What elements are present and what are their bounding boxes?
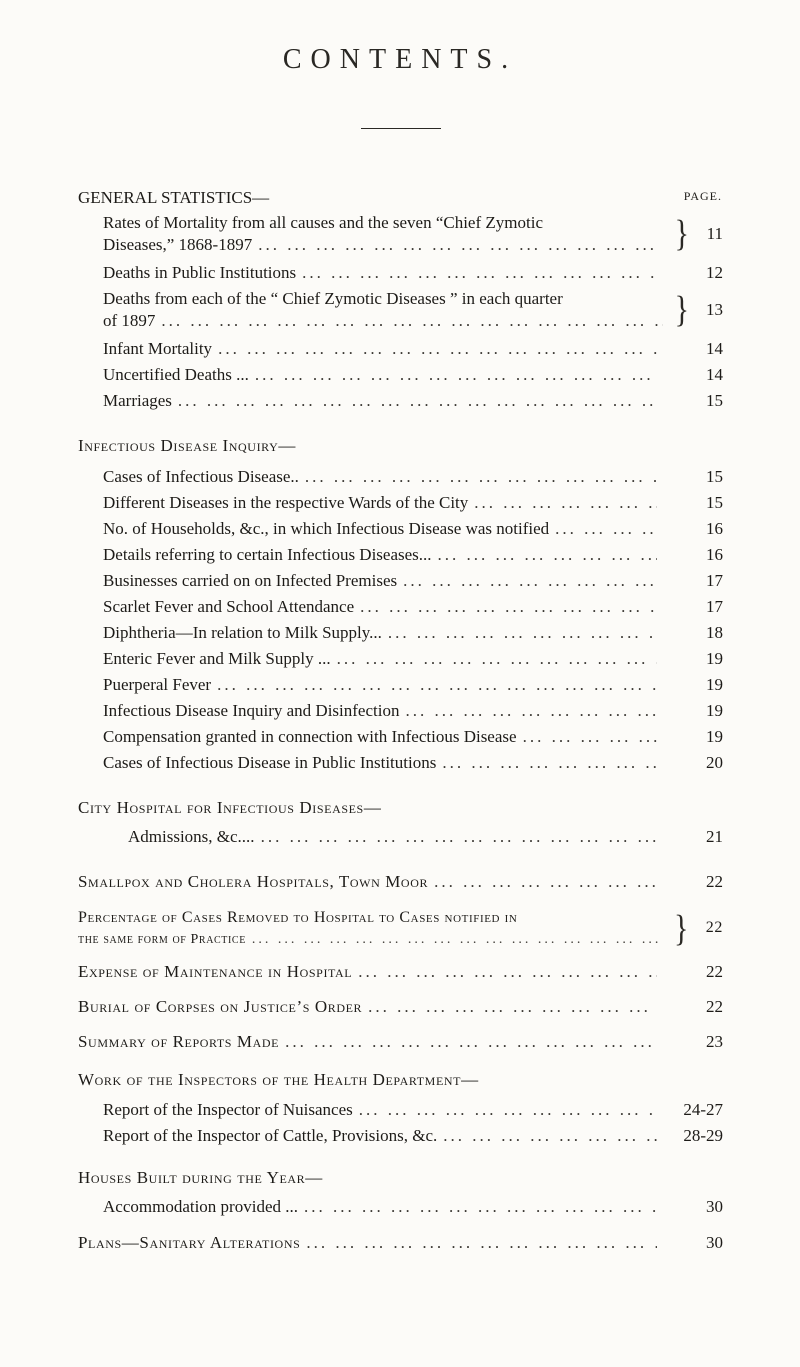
toc-page-number: 16 bbox=[706, 519, 723, 538]
leader-dots bbox=[360, 596, 657, 618]
leader-dots bbox=[252, 929, 663, 951]
leader-dots bbox=[403, 570, 657, 592]
toc-page-number: 15 bbox=[706, 493, 723, 512]
leader-dots bbox=[438, 544, 657, 566]
toc-entry-label: Report of the Inspector of Nuisances bbox=[103, 1100, 353, 1119]
toc-entry-scarlet-fever-school[interactable] bbox=[103, 596, 723, 618]
leader-dots bbox=[217, 674, 657, 696]
toc-entry-label: Admissions, &c.... bbox=[128, 827, 255, 846]
toc-page-number: 17 bbox=[706, 571, 723, 590]
toc-page-number: 12 bbox=[706, 263, 723, 282]
toc-page-number: 19 bbox=[706, 727, 723, 746]
toc-page-number: 15 bbox=[706, 467, 723, 486]
leader-dots bbox=[304, 1196, 657, 1218]
toc-page-number: 30 bbox=[706, 1197, 723, 1216]
toc-entry-label: No. of Households, &c., in which Infectious Disease was notified bbox=[103, 519, 550, 538]
toc-page-number: 22 bbox=[705, 919, 723, 936]
section-heading-infectious-disease-inquiry: Infectious Disease Inquiry— bbox=[78, 436, 296, 455]
toc-entry-label: Cases of Infectious Disease in Public Institutions bbox=[103, 753, 437, 772]
toc-entry-label: Infant Mortality bbox=[103, 339, 213, 358]
toc-entry-infant-mortality[interactable] bbox=[103, 338, 723, 360]
toc-entry-label: Puerperal Fever bbox=[103, 675, 212, 694]
toc-entry-label: Infectious Disease Inquiry and Disinfection bbox=[103, 701, 400, 720]
toc-entry-label: Summary of Reports Made bbox=[78, 1032, 280, 1051]
toc-entry-details-certain-diseases[interactable] bbox=[103, 544, 723, 566]
brace: } bbox=[674, 907, 689, 949]
toc-entry-rates-of-mortality[interactable] bbox=[103, 212, 723, 256]
toc-entry-label: Marriages bbox=[103, 391, 172, 410]
toc-page-number: 22 bbox=[706, 962, 723, 981]
toc-entry-label: Rates of Mortality from all causes and the seven “Chief Zymotic bbox=[103, 213, 543, 232]
toc-entry-smallpox-cholera[interactable] bbox=[78, 871, 723, 893]
leader-dots bbox=[359, 1099, 657, 1121]
toc-page-number: 16 bbox=[706, 545, 723, 564]
toc-entry-label: Different Diseases in the respective Wards of the City bbox=[103, 493, 469, 512]
leader-dots bbox=[261, 826, 657, 848]
toc-page-number: 15 bbox=[706, 391, 723, 410]
leader-dots bbox=[337, 648, 657, 670]
toc-entry-enteric-fever-milk[interactable] bbox=[103, 648, 723, 670]
section-heading-inspectors: Work of the Inspectors of the Health Department— bbox=[78, 1070, 479, 1089]
toc-entry-puerperal-fever[interactable] bbox=[103, 674, 723, 696]
toc-entry-percentage-cases[interactable] bbox=[78, 907, 723, 951]
toc-entry-marriages[interactable] bbox=[103, 390, 723, 412]
toc-entry-label: Percentage of Cases Removed to Hospital to Cases notified in bbox=[78, 909, 518, 926]
toc-page-number: 19 bbox=[706, 675, 723, 694]
toc-entry-label: Deaths in Public Institutions bbox=[103, 263, 297, 282]
toc-entry-plans-sanitary[interactable] bbox=[78, 1232, 723, 1254]
leader-dots bbox=[388, 622, 657, 644]
toc-page-number: 28-29 bbox=[683, 1126, 723, 1145]
toc-page-number: 22 bbox=[706, 997, 723, 1016]
toc-entry-label: Expense of Maintenance in Hospital bbox=[78, 962, 353, 981]
toc-page-number: 17 bbox=[706, 597, 723, 616]
toc-page-number: 19 bbox=[706, 701, 723, 720]
toc-entry-label: Compensation granted in connection with Infectious Disease bbox=[103, 727, 517, 746]
toc-entry-label: Deaths from each of the “ Chief Zymotic Diseases ” in each quarter bbox=[103, 289, 563, 308]
toc-page-number: 18 bbox=[706, 623, 723, 642]
toc-entry-compensation[interactable] bbox=[103, 726, 723, 748]
leader-dots bbox=[555, 518, 657, 540]
toc-entry-deaths-public-institutions[interactable] bbox=[103, 262, 723, 284]
toc-entry-inspector-nuisances[interactable] bbox=[103, 1099, 723, 1121]
toc-entry-deaths-chief-zymotic[interactable] bbox=[103, 288, 723, 332]
toc-page-number: 30 bbox=[706, 1233, 723, 1252]
leader-dots bbox=[523, 726, 657, 748]
title-rule bbox=[361, 128, 441, 129]
toc-entry-cases-infectious[interactable] bbox=[103, 466, 723, 488]
toc-entry-label: Plans—Sanitary Alterations bbox=[78, 1233, 301, 1252]
toc-entry-cases-public-institutions[interactable] bbox=[103, 752, 723, 774]
brace: } bbox=[674, 288, 689, 330]
toc-page-number: 13 bbox=[706, 300, 723, 319]
leader-dots bbox=[358, 961, 657, 983]
leader-dots bbox=[258, 234, 663, 256]
leader-dots bbox=[443, 1125, 657, 1147]
leader-dots bbox=[285, 1031, 657, 1053]
leader-dots bbox=[305, 466, 657, 488]
toc-entry-burial-corpses[interactable] bbox=[78, 996, 723, 1018]
toc-entry-diphtheria-milk[interactable] bbox=[103, 622, 723, 644]
toc-entry-label: Diseases,” 1868-1897 bbox=[103, 235, 253, 254]
toc-page-number: 14 bbox=[706, 339, 723, 358]
leader-dots bbox=[474, 492, 657, 514]
toc-entry-label: Enteric Fever and Milk Supply ... bbox=[103, 649, 331, 668]
leader-dots bbox=[255, 364, 657, 386]
brace: } bbox=[674, 212, 689, 254]
toc-entry-inspector-cattle[interactable] bbox=[103, 1125, 723, 1147]
section-heading-city-hospital: City Hospital for Infectious Diseases— bbox=[78, 798, 382, 817]
toc-entry-label: the same form of Practice bbox=[78, 932, 246, 947]
section-heading-houses-built: Houses Built during the Year— bbox=[78, 1168, 323, 1187]
toc-page-number: 23 bbox=[706, 1032, 723, 1051]
page-column-header: PAGE. bbox=[683, 189, 722, 203]
toc-entry-label: Smallpox and Cholera Hospitals, Town Moor bbox=[78, 872, 429, 891]
toc-entry-different-diseases-wards[interactable] bbox=[103, 492, 723, 514]
toc-page-number: 24-27 bbox=[683, 1100, 723, 1119]
toc-entry-label: Cases of Infectious Disease.. bbox=[103, 467, 299, 486]
toc-entry-label: Uncertified Deaths ... bbox=[103, 365, 249, 384]
toc-entry-label: Scarlet Fever and School Attendance bbox=[103, 597, 355, 616]
leader-dots bbox=[178, 390, 657, 412]
toc-page-number: 22 bbox=[706, 872, 723, 891]
toc-entry-label: Report of the Inspector of Cattle, Provisions, &c. bbox=[103, 1126, 438, 1145]
toc-entry-label: of 1897 bbox=[103, 311, 156, 330]
toc-entry-businesses-infected-premises[interactable] bbox=[103, 570, 723, 592]
leader-dots bbox=[434, 871, 657, 893]
toc-page-number: 14 bbox=[706, 365, 723, 384]
leader-dots bbox=[161, 310, 663, 332]
section-heading-general-statistics: GENERAL STATISTICS— bbox=[78, 188, 270, 207]
toc-entry-households-notified[interactable] bbox=[103, 518, 723, 540]
toc-page-number: 20 bbox=[706, 753, 723, 772]
toc-entry-accommodation[interactable] bbox=[103, 1196, 723, 1218]
toc-page-number: 19 bbox=[706, 649, 723, 668]
leader-dots bbox=[405, 700, 657, 722]
toc-entry-label: Burial of Corpses on Justice’s Order bbox=[78, 997, 363, 1016]
toc-entry-label: Accommodation provided ... bbox=[103, 1197, 298, 1216]
leader-dots bbox=[442, 752, 657, 774]
toc-entry-label: Details referring to certain Infectious Diseases... bbox=[103, 545, 432, 564]
leader-dots bbox=[302, 262, 657, 284]
toc-entry-inquiry-disinfection[interactable] bbox=[103, 700, 723, 722]
toc-entry-label: Businesses carried on on Infected Premises bbox=[103, 571, 398, 590]
leader-dots bbox=[306, 1232, 657, 1254]
toc-page-number: 21 bbox=[706, 827, 723, 846]
toc-entry-label: Diphtheria—In relation to Milk Supply... bbox=[103, 623, 382, 642]
toc-entry-expense-maintenance[interactable] bbox=[78, 961, 723, 983]
toc-entry-uncertified-deaths[interactable] bbox=[103, 364, 723, 386]
toc-page-number: 11 bbox=[706, 224, 723, 243]
toc-entry-summary-reports[interactable] bbox=[78, 1031, 723, 1053]
page-title: CONTENTS. bbox=[282, 44, 518, 75]
toc-entry-admissions[interactable] bbox=[128, 826, 723, 848]
leader-dots bbox=[368, 996, 657, 1018]
leader-dots bbox=[218, 338, 657, 360]
